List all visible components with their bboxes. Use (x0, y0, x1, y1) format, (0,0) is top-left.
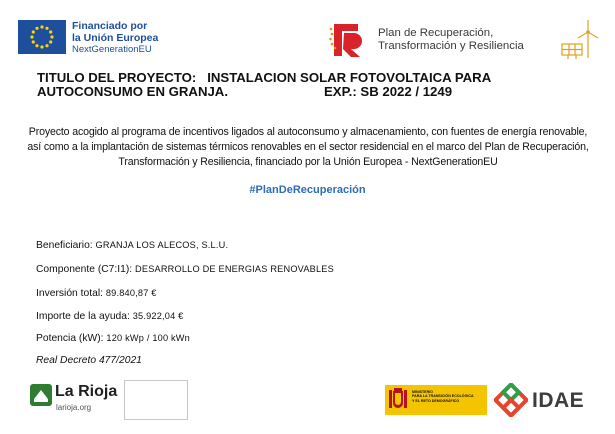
investment-row (36, 288, 157, 299)
component-row (36, 264, 334, 275)
recovery-plan-line1: Plan de Recuperación, (378, 27, 494, 39)
la-rioja-logo (30, 381, 125, 415)
royal-decree: Real Decreto 477/2021 (36, 355, 142, 366)
component-label: Componente (C7:I1): (36, 264, 133, 275)
eu-funding-logo (18, 20, 198, 54)
renewable-energy-icon (558, 18, 602, 60)
eu-logo-line3: NextGenerationEU (72, 44, 152, 55)
idae-logo (494, 383, 604, 417)
prtr-emblem-icon (328, 20, 368, 58)
beneficiary-row (36, 240, 228, 251)
ministry-text (412, 390, 486, 403)
project-title-line2: AUTOCONSUMO EN GRANJA. (37, 84, 228, 99)
beneficiary-label: Beneficiario: (36, 240, 93, 251)
idae-emblem-icon (494, 383, 528, 417)
eu-logo-text (72, 20, 202, 55)
component-value: DESARROLLO DE ENERGIAS RENOVABLES (135, 264, 334, 274)
aid-amount-row (36, 311, 184, 322)
eu-logo-line1: Financiado por (72, 20, 148, 32)
project-title (37, 71, 597, 99)
la-rioja-name: La Rioja (55, 383, 118, 400)
beneficiary-value: GRANJA LOS ALECOS, S.L.U. (95, 240, 229, 250)
description-text: acogido al programa de incentivos ligados al autoconsumo y almacenamiento, con fuentes de energía renovable, así como a la implantación de sistemas térmicos renovables en el sector residencial en el marco del Plan de Recuperación, Transformación y Resiliencia, financiado por la Unión Europea - NextGenerationEU (27, 126, 589, 168)
power-row (36, 333, 190, 344)
recovery-plan-text (378, 27, 524, 53)
investment-value: 89.840,87 € (105, 288, 157, 298)
la-rioja-url: larioja.org (56, 403, 92, 412)
spain-coat-of-arms-icon (388, 388, 408, 412)
eu-flag-icon (18, 20, 66, 54)
aid-amount-label: Importe de la ayuda: (36, 311, 130, 322)
power-label: Potencia (kW): (36, 333, 104, 344)
recovery-plan-logo (328, 18, 608, 60)
recovery-plan-line2: Transformación y Resiliencia (378, 40, 524, 52)
eu-logo-line2: la Unión Europea (72, 32, 159, 44)
investment-label: Inversión total: (36, 288, 103, 299)
aid-amount-value: 35.922,04 € (132, 311, 184, 321)
expedient-number: EXP.: SB 2022 / 1249 (324, 84, 453, 99)
hashtag: #PlanDeRecuperación (249, 184, 366, 196)
ministry-logo (385, 385, 487, 415)
power-value: 120 kWp / 100 kWn (106, 333, 190, 343)
description-lead: Proyecto (28, 126, 70, 138)
la-rioja-emblem-icon (30, 384, 52, 406)
project-description (22, 125, 594, 170)
ministry-line3: Y EL RETO DEMOGRÁFICO (412, 398, 460, 403)
ministry-line1: MINISTERIO (412, 390, 433, 394)
ministry-line2: PARA LA TRANSICIÓN ECOLÓGICA (412, 394, 474, 399)
project-title-line1: TITULO DEL PROYECTO: INSTALACION SOLAR FOTOVOLTAICA PARA (37, 70, 492, 85)
idae-name: IDAE (532, 389, 585, 412)
empty-logo-box (124, 380, 188, 420)
